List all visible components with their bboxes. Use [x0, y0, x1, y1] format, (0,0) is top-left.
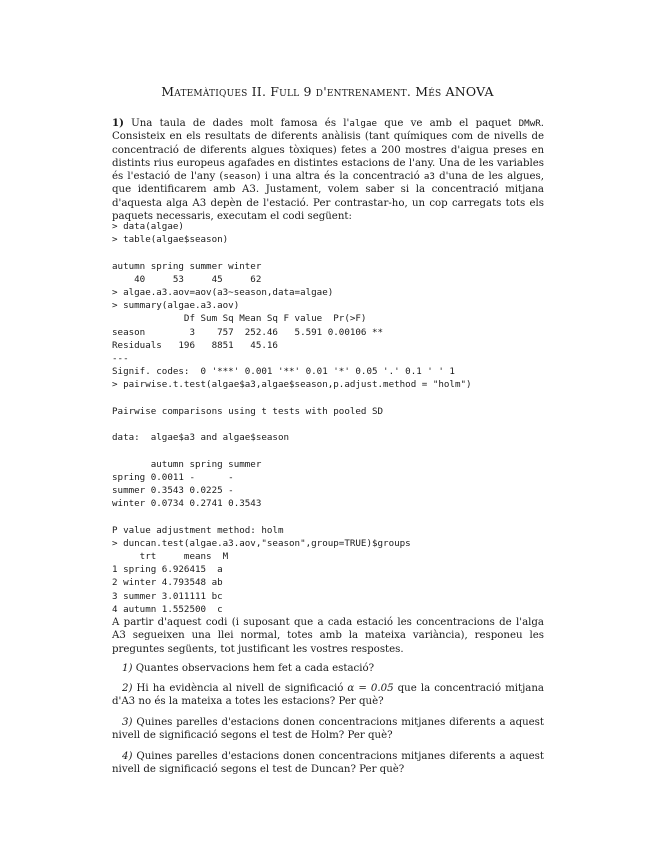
a3-code: a3 — [423, 171, 435, 183]
algae-code: algae — [349, 118, 378, 129]
question-2 — [112, 682, 544, 709]
question-2-text-pre: Hi ha evidència al nivell de significació — [132, 683, 348, 694]
question-3 — [112, 716, 544, 743]
exercise-number: 1) — [112, 117, 124, 129]
intro-paragraph — [112, 117, 544, 223]
intro-text-4: ) i una altra és la concentració — [256, 171, 424, 183]
question-1 — [112, 662, 544, 675]
question-4 — [112, 750, 544, 777]
alpha-expression: α = 0.05 — [347, 683, 394, 694]
intro-text-3: . Consisteix en els resultats de diferents anàlisis (tant químiques com de nivells de concentració de diferents algues tòxiques) fetes a 200 mostres d'aigua preses en distints rius europeus agafades en distintes estacions de l'any. Una de les variables és l'estació de l'any ( — [112, 118, 545, 183]
conclusion-paragraph: A partir d'aquest codi (i suposant que a cada estació les concentracions de l'alga A3 segueixen una llei normal, totes amb la mateixa variància), responeu les preguntes següents, tot justificant les vostres respostes. — [112, 617, 544, 655]
intro-text-2: que ve amb el paquet — [377, 118, 519, 129]
page-title: Matemàtiques II. Full 9 d'entrenament. Més ANOVA — [161, 84, 494, 99]
season-code: season — [223, 171, 257, 183]
package-code: DMwR — [518, 118, 541, 129]
question-2-text-post: que la concentració mitjana d'A3 no és la mateixa a totes les estacions? Per què? — [112, 683, 544, 708]
question-3-number: 3) — [122, 717, 133, 728]
intro-text-1: Una taula de dades molt famosa és l' — [123, 118, 350, 129]
question-1-text: Quantes observacions hem fet a cada estació? — [132, 663, 375, 674]
r-code-block: > data(algae) > table(algae$season) autumn spring summer winter 40 53 45 62 > algae.a3.aov=aov(a3~season,data=algae) > summary(algae.a3.aov) Df Sum Sq Mean Sq F value Pr(>F) season 3 757 252.46 5.591 0.00106 ** Residuals 196 8851 45.16 --- Signif. codes: 0 '***' 0.001 '**' 0.01 '*' 0.05 '.' 0.1 ' ' 1 > pairwise.t.test(algae$a3,algae$season,p.adjust.method = "holm") Pairwise comparisons using t tests with pooled SD data: algae$a3 and algae$season autumn spring summer spring 0.0011 - - summer 0.3543 0.0225 - winter 0.0734 0.2741 0.3543 P value adjustment method: holm > duncan.test(algae.a3.aov,"season",group=TRUE)$groups trt means M 1 spring 6.926415 a 2 winter 4.793548 ab 3 summer 3.011111 bc 4 autumn 1.552500 c — [112, 221, 472, 615]
question-3-text: Quines parelles d'estacions donen concentracions mitjanes diferents a aquest nivell de significació segons el test de Holm? Per què? — [112, 717, 544, 742]
question-2-number: 2) — [122, 683, 133, 694]
question-4-text: Quines parelles d'estacions donen concentracions mitjanes diferents a aquest nivell de significació segons el test de Duncan? Per què? — [112, 751, 544, 776]
question-1-number: 1) — [122, 663, 133, 674]
intro-text-5: d'una de les algues, que identificarem amb A3. Justament, volem saber si la concentració mitjana d'aquesta alga A3 depèn de l'estació. Per contrastar-ho, un cop carregats tots els paquets necessaris, executam el codi següent: — [112, 171, 545, 223]
question-4-number: 4) — [122, 751, 133, 762]
